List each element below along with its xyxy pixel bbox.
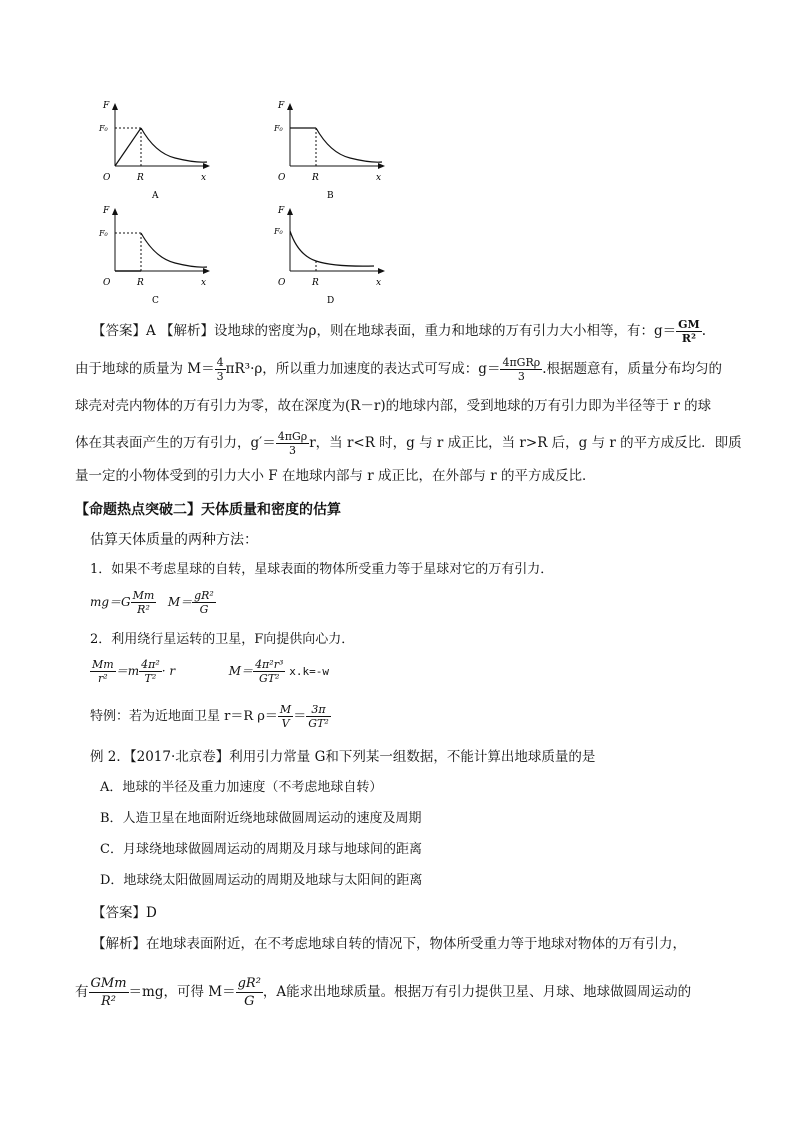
sp-fraction [278, 703, 293, 730]
graph-c-r-label: R [137, 278, 144, 288]
f2-note: x.k=-w [289, 665, 329, 678]
f2c-num: 4π²r³ [255, 658, 284, 671]
answer1-line4b: r，当 r<R 时，g 与 r 成正比，当 r>R 后，g 与 r 的平方成反比．即质 [309, 435, 742, 451]
graph-c-caption: C [152, 296, 159, 303]
g2-den: 3 [288, 444, 296, 457]
graph-a-f0-label: F₀ [99, 124, 108, 133]
f2-eq: ＝m [115, 664, 140, 678]
g-den: 3 [517, 370, 525, 383]
special-lead: 特例：若为近地面卫星 r＝R ρ＝ [90, 709, 278, 724]
f1-lead: mg＝G [90, 595, 131, 609]
analysis-line2 [75, 970, 691, 1014]
answer1-line4 [75, 430, 742, 457]
sp2-num: 3π [306, 703, 331, 717]
option-d: D．地球绕太阳做圆周运动的周期及地球与太阳间的距离 [100, 873, 423, 888]
answer1-line4a: 体在其表面产生的万有引力，g′＝ [75, 435, 276, 451]
f2c-fraction [253, 658, 285, 685]
graph-b-x-label: x [376, 173, 382, 183]
f2a-den: r² [98, 672, 108, 685]
graph-b-origin-label: O [278, 173, 286, 183]
method2: 2．利用绕行星运转的卫星，F向提供向心力． [90, 632, 355, 647]
an2-fraction [89, 975, 129, 1010]
answer1-line5: 量一定的小物体受到的引力大小 F 在地球内部与 r 成正比，在外部与 r 的平方成反比． [75, 468, 596, 484]
sp-den: V [281, 717, 290, 730]
method1: 1．如果不考虑星球的自转，星球表面的物体所受重力等于星球对它的万有引力． [90, 562, 554, 577]
graph-b [273, 101, 385, 201]
answer1-line2a: 由于地球的质量为 M＝ [75, 361, 215, 377]
option-b: B．人造卫星在地面附近绕地球做圆周运动的速度及周期 [100, 811, 422, 826]
example-answer: 【答案】D [92, 905, 157, 921]
graph-d-f0-label: F₀ [274, 227, 283, 236]
special-case [90, 700, 331, 734]
f2b-num: 4π² [141, 658, 160, 671]
section-heading: 【命题热点突破二】天体质量和密度的估算 [75, 502, 341, 518]
graph-a-origin-label: O [103, 173, 111, 183]
gm-den: R² [681, 332, 696, 345]
f2a-num: Mm [92, 658, 114, 671]
graph-a-y-label: F [103, 101, 110, 111]
f2-tail: · r [161, 664, 176, 678]
an2-den: R² [101, 994, 117, 1009]
answer1-line2b: πR³·ρ，所以重力加速度的表达式可写成：g＝ [225, 361, 501, 377]
f2c-den: GT² [258, 672, 280, 685]
f2b-fraction [139, 658, 162, 685]
graph-c-x-label: x [201, 278, 207, 288]
analysis-line1: 【解析】在地球表面附近，在不考虑地球自转的情况下，物体所受重力等于地球对物体的万有引力， [92, 936, 686, 952]
answer1-line2 [75, 356, 722, 383]
graph-b-y-label: F [278, 101, 285, 111]
f1-den: R² [137, 603, 150, 616]
graph-d-y-label: F [278, 206, 285, 216]
m-fraction [215, 356, 226, 383]
f1b-fraction [192, 589, 216, 616]
an2b-den: G [244, 994, 255, 1009]
graph-d-caption: D [327, 296, 335, 303]
graph-c-f0-label: F₀ [99, 229, 108, 238]
graph-d-r-label: R [312, 278, 319, 288]
graph-c [98, 206, 210, 303]
answer1-line1: 【答案】A 【解析】设地球的密度为ρ，则在地球表面，重力和地球的万有引力大小相等，有：g＝ $\frac{GM}{\text{R²}}$ . [92, 318, 706, 345]
graph-b-f0-label: F₀ [274, 124, 283, 133]
g-num: 4πGRρ [502, 356, 541, 369]
gm-fraction [676, 318, 702, 345]
an2b-num: gR² [237, 976, 261, 991]
formula1 [90, 588, 216, 616]
answer1-line1-text: 【答案】A 【解析】设地球的密度为ρ，则在地球表面，重力和地球的万有引力大小相等，有：g＝ [92, 323, 677, 339]
an2-tail: ，A能求出地球质量。根据万有引力提供卫星、月球、地球做圆周运动的 [262, 984, 692, 1000]
an2b-fraction [236, 975, 263, 1010]
graph-a-x-label: x [201, 173, 207, 183]
option-a: A．地球的半径及重力加速度（不考虑地球自转） [100, 780, 383, 795]
g2-num: 4πGρ [277, 430, 308, 443]
f2a-fraction [90, 658, 116, 685]
methods-intro: 估算天体质量的两种方法： [90, 532, 258, 548]
f2-mlead: M＝ [228, 664, 254, 678]
m-num: 4 [216, 356, 224, 369]
graph-d [273, 206, 385, 303]
graph-a-r-label: R [137, 173, 144, 183]
option-c: C．月球绕地球做圆周运动的周期及月球与地球间的距离 [100, 842, 422, 857]
sp2-den: GT² [308, 717, 329, 730]
graph-b-r-label: R [312, 173, 319, 183]
f2b-den: T² [144, 672, 157, 685]
sp2-fraction [306, 703, 331, 730]
an2-mid: ＝mg，可得 M＝ [128, 984, 236, 1000]
f1-num: Mm [132, 589, 155, 602]
an2-lead: 有 [75, 984, 89, 1000]
graph-a [98, 101, 210, 201]
f1-fraction [131, 589, 157, 616]
graph-c-origin-label: O [103, 278, 111, 288]
answer1-line3: 球壳对壳内物体的万有引力为零，故在深度为(R－r)的地球内部，受到地球的万有引力即为半径等于 r 的球 [75, 398, 712, 414]
gm-num: GM [678, 318, 700, 331]
example-question: 例 2．【2017·北京卷】利用引力常量 G和下列某一组数据，不能计算出地球质量的是 [90, 749, 596, 765]
answer1-line2c: .根据题意有，质量分布均匀的 [542, 361, 723, 377]
graph-b-caption: B [327, 191, 334, 201]
g-fraction [500, 356, 542, 383]
graph-d-origin-label: O [278, 278, 286, 288]
f1b-den: G [199, 603, 209, 616]
f1b-num: gR² [194, 589, 214, 602]
graph-a-caption: A [152, 191, 159, 201]
formula2 [90, 656, 329, 687]
sp-eq: ＝ [293, 709, 307, 724]
g2-fraction [276, 430, 309, 457]
force-graphs [95, 98, 415, 303]
an2-num: GMm [90, 976, 127, 991]
sp-num: M [279, 703, 292, 716]
m-den: 3 [216, 370, 224, 383]
graph-c-y-label: F [103, 206, 110, 216]
f1-mid: M＝ [167, 595, 193, 609]
graph-d-x-label: x [376, 278, 382, 288]
